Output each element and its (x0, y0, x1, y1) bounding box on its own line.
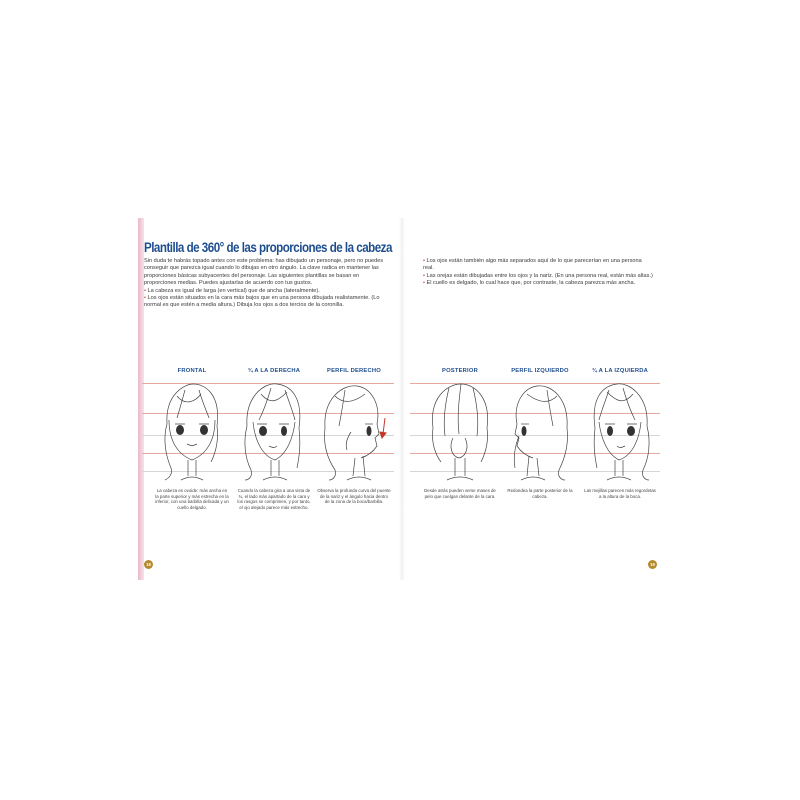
intro-bullet: • El cuello es delgado, lo cual hace que, por contraste, la cabeza parezca más ancha. (423, 280, 653, 287)
intro-bullet: • La cabeza es igual de larga (en vertical) que de ancha (lateralmente). (144, 288, 384, 295)
figure-label: ¾ A LA DERECHA (247, 368, 301, 374)
figure-caption: Las mejillas parecen más regordetas a la altura de la boca. (584, 488, 656, 499)
intro-bullet: • Los ojos están también algo más separados aquí de lo que parecerían en una persona real. (423, 258, 653, 273)
head-profile-left-illustration (503, 376, 577, 488)
figure-label: ¾ A LA IZQUIERDA (591, 368, 649, 374)
intro-paragraph: Sin duda te habrás topado antes con este problema: has dibujado un personaje, pero no puedes conseguir que parezca igual cuando lo dibujas en otro ángulo. La clave radica en mantener las proporciones básicas subyacentes del personaje. Las siguientes plantillas se basan en proporciones medias. Puedes ajustarlas de acuerdo con tus gustos. (144, 258, 384, 287)
head-three-quarter-right-illustration (237, 376, 311, 488)
figure-caption: Desde atrás pueden verse mases de pelo que cuelgan delante de la cara. (424, 488, 496, 499)
figure-label: PERFIL DERECHO (327, 368, 381, 374)
intro-bullet: • Las orejas están dibujadas entre los ojos y la nariz. (En una persona real, están más altas.) (423, 273, 653, 280)
head-profile-right-illustration (317, 376, 391, 488)
intro-bullet: • Los ojos están situados en la cara más bajos que en una persona dibujada realistamente. (Lo normal es que estén a media altura.) Dibuja los ojos a dos tercios de la coronilla. (144, 295, 384, 310)
intro-text-right (423, 258, 653, 288)
page-number-right: 19 (648, 560, 657, 569)
head-frontal-illustration (155, 376, 229, 488)
page-title: Plantilla de 360° de las proporciones de la cabeza (144, 240, 392, 255)
figure-label: POSTERIOR (442, 368, 478, 374)
figure-profile-left (500, 368, 580, 488)
figure-caption: Observa la profunda curva del puente de la nariz y el ángulo hacia dentro de la zona de la boca/barbilla. (317, 488, 391, 505)
figure-profile-right (314, 368, 394, 488)
page-number-left: 18 (144, 560, 153, 569)
intro-text-left (144, 258, 384, 310)
figure-frontal (152, 368, 232, 488)
figure-caption: Redondea la parte posterior de la cabeza. (507, 488, 573, 499)
figure-posterior (420, 368, 500, 488)
figure-caption: Cuando la cabeza gira a una vista de ¾, el lado más apartado de la cara y los rasgos se comprimen, y por tanto, el ojo alejado parece más estrecho. (237, 488, 311, 510)
figure-label: FRONTAL (177, 368, 207, 374)
head-three-quarter-left-illustration (583, 376, 657, 488)
book-spread (138, 218, 662, 580)
figure-three-quarter-right (234, 368, 314, 488)
book-gutter (399, 218, 405, 580)
figure-three-quarter-left (580, 368, 660, 488)
head-posterior-illustration (423, 376, 497, 488)
figure-caption: La cabeza es ovoide: más ancha en la parte superior y más estrecha en la inferior, con una barbilla delicada y un cuello delgado. (155, 488, 229, 510)
figure-label: PERFIL IZQUIERDO (511, 368, 569, 374)
